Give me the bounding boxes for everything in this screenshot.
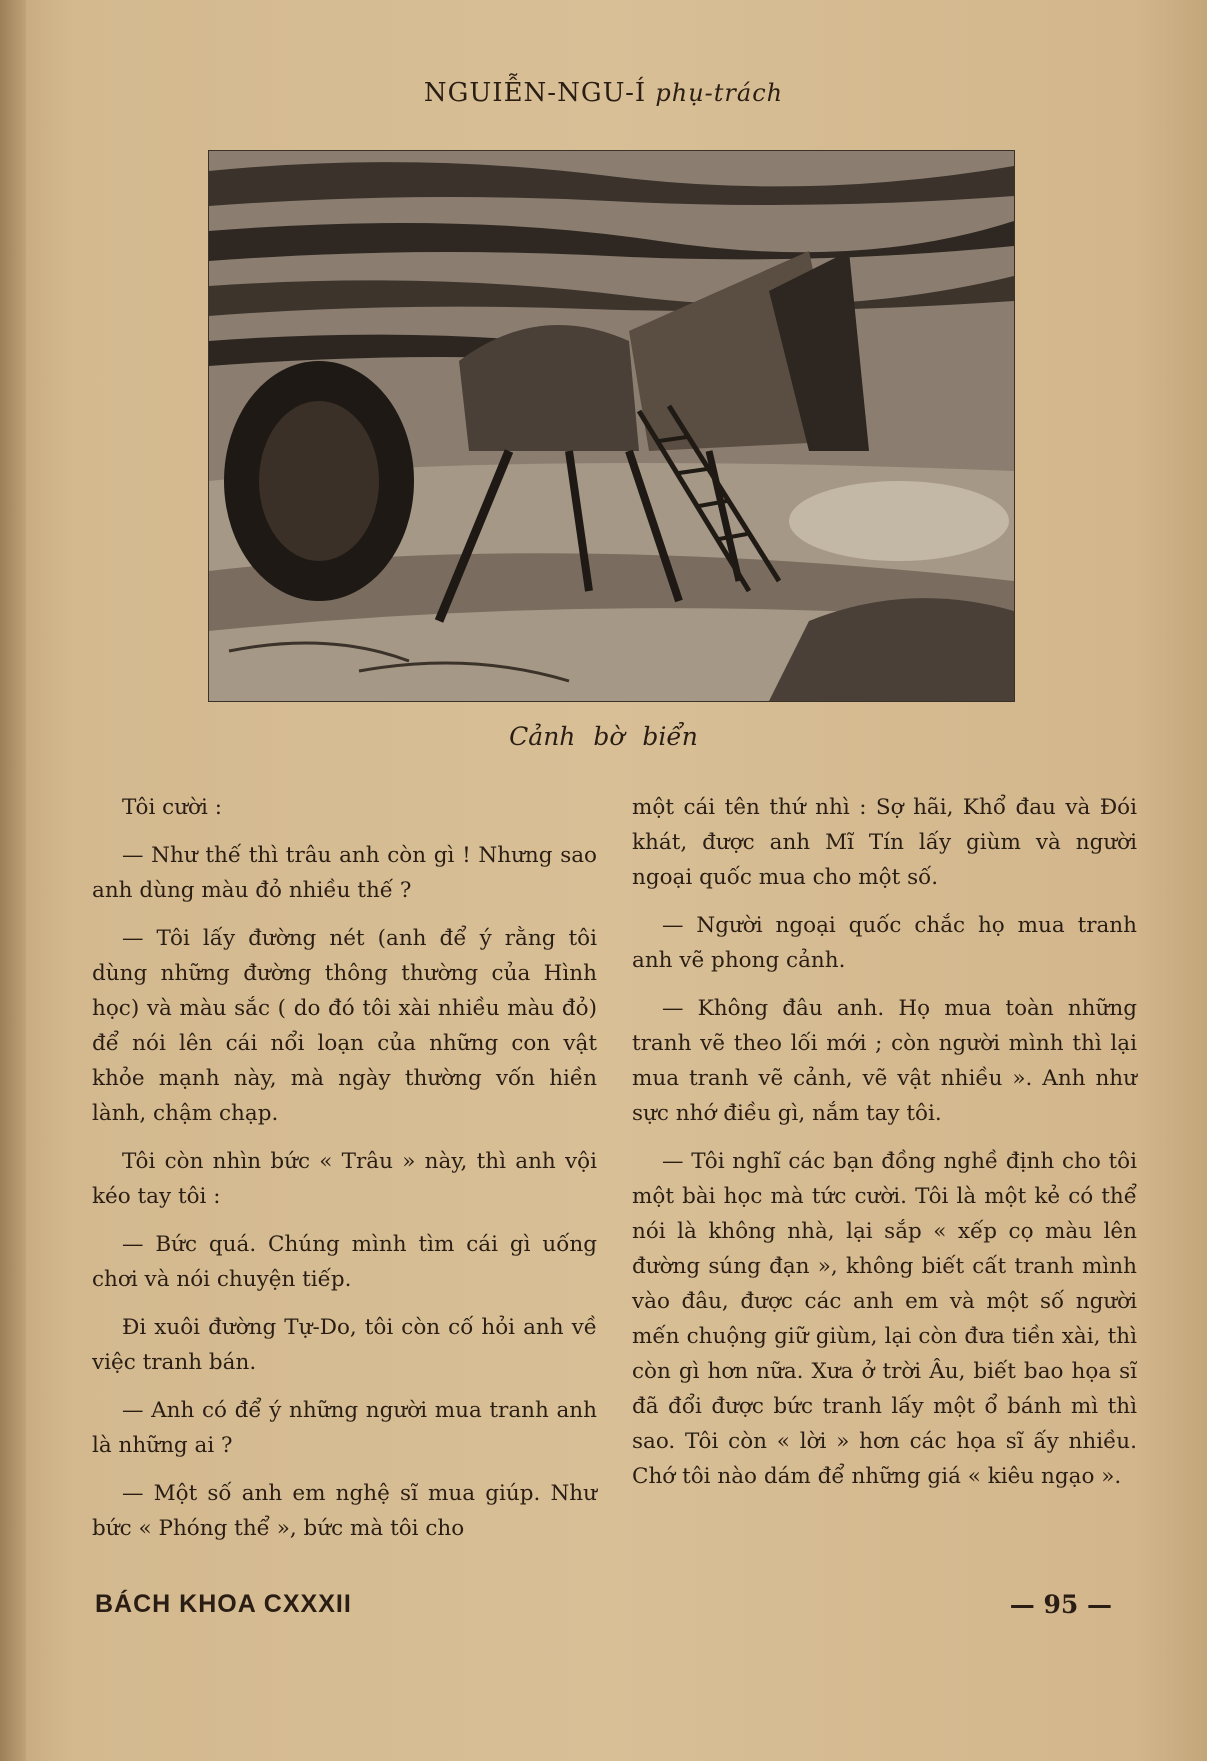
magazine-title: BÁCH KHOA CXXXII [95,1590,352,1618]
right-column [632,790,1137,1507]
paragraph: một cái tên thứ nhì : Sợ hãi, Khổ đau và Đói khát, được anh Mĩ Tín lấy giùm và người ngoại quốc mua cho một số. [632,795,1137,890]
paragraph: Tôi cười : [122,795,222,820]
left-column [92,790,597,1559]
header-author: NGUIỄN-NGU-Í [423,78,647,108]
paragraph: Tôi còn nhìn bức « Trâu » này, thì anh vội kéo tay tôi : [92,1149,597,1209]
painting-illustration [208,150,1015,702]
painting-image [209,151,1014,701]
paragraph: — Như thế thì trâu anh còn gì ! Nhưng sao anh dùng màu đỏ nhiều thế ? [92,843,597,903]
page-edge [0,0,26,1761]
paragraph: Đi xuôi đường Tự-Do, tôi còn cố hỏi anh về việc tranh bán. [92,1315,597,1375]
paragraph: — Anh có để ý những người mua tranh anh là những ai ? [92,1398,597,1458]
paragraph: — Không đâu anh. Họ mua toàn những tranh vẽ theo lối mới ; còn người mình thì lại mua tranh vẽ cảnh, vẽ vật nhiều ». Anh như sực nhớ điều gì, nắm tay tôi. [632,996,1137,1126]
figure-caption: Cảnh bờ biển [509,722,698,751]
paragraph: — Một số anh em nghệ sĩ mua giúp. Như bức « Phóng thể », bức mà tôi cho [92,1481,597,1541]
paragraph: — Bức quá. Chúng mình tìm cái gì uống chơi và nói chuyện tiếp. [92,1232,597,1292]
header-role: phụ-trách [655,79,784,107]
paragraph: — Tôi lấy đường nét (anh để ý rằng tôi dùng những đường thông thường của Hình học) và màu sắc ( do đó tôi xài nhiều màu đỏ) để nói lên cái nổi loạn của những con vật khỏe mạnh này, mà ngày thường vốn hiền lành, chậm chạp. [92,926,597,1126]
page-number: — 95 — [1009,1590,1112,1619]
page-header [0,78,1207,108]
paragraph: — Tôi nghĩ các bạn đồng nghề định cho tôi một bài học mà tức cười. Tôi là một kẻ có thể nói là không nhà, lại sắp « xếp cọ màu lên đường súng đạn », không biết cất tranh mình vào đâu, được các anh em và một số người mến chuộng giữ giùm, lại còn đưa tiền xài, thì còn gì hơn nữa. Xưa ở trời Âu, biết bao họa sĩ đã đổi được bức tranh lấy một ổ bánh mì thì sao. Tôi còn « lời » hơn các họa sĩ ấy nhiều. Chớ tôi nào dám để những giá « kiêu ngạo ». [632,1149,1137,1489]
paragraph: — Người ngoại quốc chắc họ mua tranh anh vẽ phong cảnh. [632,913,1137,973]
